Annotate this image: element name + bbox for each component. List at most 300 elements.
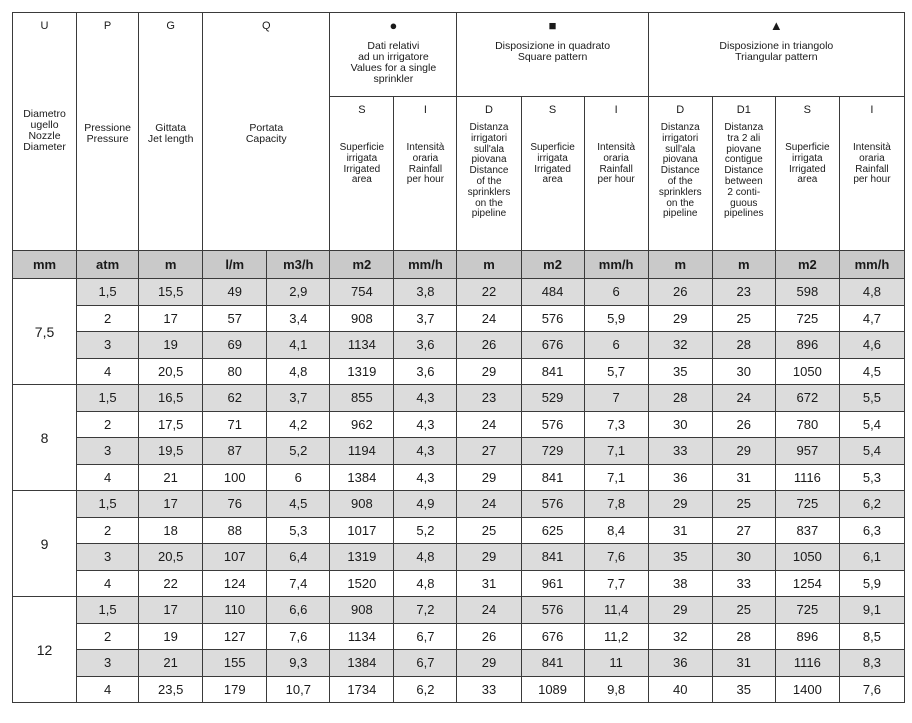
value-cell: 26 [457, 623, 521, 650]
value-cell: 31 [648, 517, 712, 544]
value-cell: 27 [712, 517, 775, 544]
sprinkler-performance-table [12, 12, 905, 703]
value-cell: 3,4 [267, 305, 330, 332]
table-row [13, 385, 905, 412]
circle-icon: ● [389, 18, 398, 33]
value-cell: 6 [584, 332, 648, 359]
unit-cell: mm/h [394, 251, 457, 279]
title-line: ugello [30, 119, 59, 132]
table-row [13, 544, 905, 571]
table-row [13, 676, 905, 703]
value-cell: 4,3 [394, 411, 457, 438]
value-cell: 24 [457, 411, 521, 438]
desc-line: 2 conti- [727, 186, 761, 198]
sub-desc [522, 119, 584, 186]
value-cell: 4 [77, 358, 139, 385]
sub-desc [394, 119, 456, 186]
desc-line: Distance [469, 165, 509, 177]
value-cell: 24 [457, 597, 521, 624]
col-letter-g: G [166, 20, 175, 32]
value-cell: 1384 [330, 650, 394, 677]
value-cell: 20,5 [139, 358, 203, 385]
value-cell: 17 [139, 491, 203, 518]
desc-line: Rainfall [408, 163, 443, 175]
desc-line: area [542, 174, 563, 186]
value-cell: 7,4 [267, 570, 330, 597]
value-cell: 4,2 [267, 411, 330, 438]
value-cell: 15,5 [139, 279, 203, 306]
value-cell: 5,9 [839, 570, 904, 597]
value-cell: 29 [648, 305, 712, 332]
value-cell: 20,5 [139, 544, 203, 571]
desc-line: piovana [662, 154, 698, 166]
value-cell: 1194 [330, 438, 394, 465]
title-line: Pressione [84, 122, 131, 134]
sub-desc [776, 119, 839, 186]
nozzle-diameter-cell: 7,5 [13, 279, 77, 385]
value-cell: 908 [330, 491, 394, 518]
desc-line: tra 2 ali [727, 132, 761, 144]
value-cell: 38 [648, 570, 712, 597]
value-cell: 87 [203, 438, 267, 465]
value-cell: 28 [712, 332, 775, 359]
value-cell: 22 [139, 570, 203, 597]
desc-line: per hour [853, 174, 891, 186]
value-cell: 4,3 [394, 385, 457, 412]
desc-line: on the [666, 197, 695, 209]
unit-cell: m2 [775, 251, 839, 279]
value-cell: 80 [203, 358, 267, 385]
value-cell: 4,1 [267, 332, 330, 359]
desc-line: per hour [406, 174, 445, 186]
value-cell: 71 [203, 411, 267, 438]
col-letter-p: P [103, 20, 112, 32]
value-cell: 17 [139, 305, 203, 332]
value-cell: 49 [203, 279, 267, 306]
sub-desc [840, 119, 904, 186]
value-cell: 30 [712, 544, 775, 571]
value-cell: 17,5 [139, 411, 203, 438]
sub-letter: S [803, 104, 812, 116]
value-cell: 841 [521, 650, 584, 677]
nozzle-diameter-cell: 9 [13, 491, 77, 597]
value-cell: 855 [330, 385, 394, 412]
value-cell: 1134 [330, 332, 394, 359]
value-cell: 35 [712, 676, 775, 703]
unit-cell: m2 [521, 251, 584, 279]
value-cell: 23 [712, 279, 775, 306]
value-cell: 5,4 [839, 438, 904, 465]
value-cell: 8,3 [839, 650, 904, 677]
table-row [13, 570, 905, 597]
value-cell: 7,7 [584, 570, 648, 597]
table-row [13, 332, 905, 359]
value-cell: 4 [77, 464, 139, 491]
value-cell: 725 [775, 491, 839, 518]
desc-line: between [724, 175, 763, 187]
unit-cell: mm/h [584, 251, 648, 279]
sub-header-triangle-rainfall [839, 97, 904, 251]
title-line: Diameter [23, 141, 66, 154]
value-cell: 179 [203, 676, 267, 703]
desc-line: on the [475, 197, 503, 209]
value-cell: 1,5 [77, 597, 139, 624]
value-cell: 7,6 [839, 676, 904, 703]
value-cell: 7,6 [584, 544, 648, 571]
value-cell: 23 [457, 385, 521, 412]
desc-line: Rainfall [855, 163, 889, 175]
value-cell: 1400 [775, 676, 839, 703]
value-cell: 676 [521, 623, 584, 650]
value-cell: 754 [330, 279, 394, 306]
sub-header-triangle-pipeline-distance [712, 97, 775, 251]
value-cell: 4,8 [394, 570, 457, 597]
nozzle-diameter-cell: 8 [13, 385, 77, 491]
desc-line: of the [476, 175, 502, 187]
group-line: Disposizione in triangolo [719, 40, 834, 52]
value-cell: 3,7 [394, 305, 457, 332]
value-cell: 26 [712, 411, 775, 438]
group-line: Dati relativi [367, 40, 420, 52]
desc-line: oraria [412, 152, 439, 164]
value-cell: 3 [77, 650, 139, 677]
desc-line: irrigatori [662, 132, 699, 144]
value-cell: 27 [457, 438, 521, 465]
value-cell: 11,4 [584, 597, 648, 624]
desc-line: sprinklers [658, 186, 702, 198]
desc-line: sull'ala [665, 143, 696, 155]
sub-letter: D [485, 104, 493, 116]
value-cell: 17 [139, 597, 203, 624]
value-cell: 25 [712, 305, 775, 332]
table-row [13, 517, 905, 544]
value-cell: 110 [203, 597, 267, 624]
value-cell: 725 [775, 305, 839, 332]
value-cell: 4,5 [267, 491, 330, 518]
sub-desc [457, 119, 520, 220]
title-line: Capacity [245, 133, 287, 146]
table-row [13, 358, 905, 385]
group-line: Values for a single [350, 62, 437, 75]
col-header-jet-length [139, 13, 203, 251]
value-cell: 1017 [330, 517, 394, 544]
desc-line: of the [667, 175, 693, 187]
value-cell: 3 [77, 544, 139, 571]
value-cell: 35 [648, 358, 712, 385]
value-cell: 4,7 [839, 305, 904, 332]
value-cell: 780 [775, 411, 839, 438]
value-cell: 7,2 [394, 597, 457, 624]
value-cell: 672 [775, 385, 839, 412]
value-cell: 2,9 [267, 279, 330, 306]
value-cell: 961 [521, 570, 584, 597]
value-cell: 22 [457, 279, 521, 306]
table-row [13, 411, 905, 438]
desc-line: sull'ala [473, 143, 505, 155]
desc-line: oraria [859, 152, 885, 164]
value-cell: 33 [712, 570, 775, 597]
value-cell: 4,8 [839, 279, 904, 306]
group-header-single [330, 13, 457, 97]
value-cell: 6,4 [267, 544, 330, 571]
desc-line: Superficie [339, 142, 385, 153]
sub-letter: I [870, 104, 874, 116]
col-header-nozzle [13, 13, 77, 251]
value-cell: 24 [457, 305, 521, 332]
value-cell: 6,3 [839, 517, 904, 544]
value-cell: 837 [775, 517, 839, 544]
value-cell: 2 [77, 517, 139, 544]
value-cell: 6,7 [394, 650, 457, 677]
value-cell: 5,9 [584, 305, 648, 332]
value-cell: 19 [139, 623, 203, 650]
unit-cell: m3/h [267, 251, 330, 279]
value-cell: 576 [521, 491, 584, 518]
value-cell: 3 [77, 438, 139, 465]
value-cell: 625 [521, 517, 584, 544]
desc-line: Intensità [853, 142, 891, 153]
table-header [13, 13, 905, 251]
desc-line: Distanza [660, 122, 700, 133]
value-cell: 4 [77, 570, 139, 597]
value-cell: 5,2 [267, 438, 330, 465]
table-row [13, 491, 905, 518]
group-header-square [457, 13, 648, 97]
unit-cell: m [457, 251, 521, 279]
value-cell: 31 [712, 464, 775, 491]
value-cell: 155 [203, 650, 267, 677]
sub-desc [585, 119, 648, 186]
value-cell: 5,3 [267, 517, 330, 544]
value-cell: 725 [775, 597, 839, 624]
value-cell: 7 [584, 385, 648, 412]
value-cell: 31 [712, 650, 775, 677]
sub-letter: I [423, 104, 427, 116]
value-cell: 5,3 [839, 464, 904, 491]
value-cell: 29 [648, 491, 712, 518]
group-line: Triangular pattern [735, 51, 818, 64]
value-cell: 676 [521, 332, 584, 359]
col-letter-u: U [40, 20, 49, 32]
value-cell: 69 [203, 332, 267, 359]
value-cell: 3,6 [394, 358, 457, 385]
value-cell: 16,5 [139, 385, 203, 412]
value-cell: 32 [648, 332, 712, 359]
sub-header-single-rainfall [394, 97, 457, 251]
desc-line: irrigata [792, 152, 823, 164]
value-cell: 9,8 [584, 676, 648, 703]
value-cell: 24 [712, 385, 775, 412]
desc-line: Superficie [530, 142, 575, 153]
desc-line: sprinklers [467, 186, 511, 198]
triangle-icon: ▲ [769, 18, 783, 33]
value-cell: 35 [648, 544, 712, 571]
title-line: Portata [249, 122, 284, 134]
desc-line: area [351, 174, 372, 186]
value-cell: 841 [521, 358, 584, 385]
value-cell: 598 [775, 279, 839, 306]
value-cell: 25 [457, 517, 521, 544]
value-cell: 29 [712, 438, 775, 465]
table-row [13, 305, 905, 332]
desc-line: pipeline [662, 208, 698, 220]
value-cell: 4,6 [839, 332, 904, 359]
square-icon: ■ [548, 18, 557, 33]
value-cell: 1319 [330, 358, 394, 385]
value-cell: 529 [521, 385, 584, 412]
value-cell: 6 [267, 464, 330, 491]
col-header-pressure [77, 13, 139, 251]
value-cell: 9,3 [267, 650, 330, 677]
value-cell: 28 [648, 385, 712, 412]
sub-letter: S [548, 104, 557, 116]
value-cell: 57 [203, 305, 267, 332]
value-cell: 1319 [330, 544, 394, 571]
value-cell: 6,6 [267, 597, 330, 624]
desc-line: piovane [726, 143, 762, 155]
value-cell: 28 [712, 623, 775, 650]
value-cell: 6,2 [394, 676, 457, 703]
value-cell: 576 [521, 411, 584, 438]
desc-line: Irrigated [534, 163, 571, 175]
value-cell: 36 [648, 464, 712, 491]
value-cell: 25 [712, 597, 775, 624]
value-cell: 841 [521, 464, 584, 491]
unit-cell: m2 [330, 251, 394, 279]
desc-line: Intensità [597, 142, 636, 153]
desc-line: piovana [471, 154, 507, 166]
value-cell: 4,5 [839, 358, 904, 385]
table-row [13, 623, 905, 650]
sub-letter: D1 [736, 104, 751, 116]
value-cell: 2 [77, 623, 139, 650]
value-cell: 124 [203, 570, 267, 597]
group-line: Square pattern [517, 51, 588, 64]
sub-header-single-area [330, 97, 394, 251]
desc-line: Rainfall [599, 163, 633, 175]
desc-line: pipelines [724, 208, 764, 220]
value-cell: 21 [139, 464, 203, 491]
value-cell: 40 [648, 676, 712, 703]
value-cell: 76 [203, 491, 267, 518]
value-cell: 962 [330, 411, 394, 438]
value-cell: 4,8 [267, 358, 330, 385]
value-cell: 29 [457, 544, 521, 571]
desc-line: oraria [603, 152, 629, 164]
value-cell: 32 [648, 623, 712, 650]
value-cell: 30 [648, 411, 712, 438]
value-cell: 896 [775, 332, 839, 359]
desc-line: Distanza [469, 122, 509, 133]
table-row [13, 597, 905, 624]
desc-line: area [797, 174, 818, 186]
value-cell: 1116 [775, 650, 839, 677]
desc-line: Irrigated [789, 163, 826, 175]
value-cell: 908 [330, 305, 394, 332]
desc-line: Intensità [406, 142, 445, 153]
sub-desc [649, 119, 712, 220]
value-cell: 1,5 [77, 385, 139, 412]
value-cell: 1520 [330, 570, 394, 597]
desc-line: Distance [724, 165, 764, 177]
title-line: Pressure [86, 133, 129, 146]
value-cell: 5,7 [584, 358, 648, 385]
value-cell: 7,8 [584, 491, 648, 518]
value-cell: 4,9 [394, 491, 457, 518]
value-cell: 6 [584, 279, 648, 306]
sub-header-triangle-distance [648, 97, 712, 251]
value-cell: 484 [521, 279, 584, 306]
group-line: sprinkler [373, 73, 414, 86]
unit-cell: l/m [203, 251, 267, 279]
value-cell: 1254 [775, 570, 839, 597]
value-cell: 729 [521, 438, 584, 465]
value-cell: 36 [648, 650, 712, 677]
table-row [13, 438, 905, 465]
value-cell: 29 [648, 597, 712, 624]
value-cell: 100 [203, 464, 267, 491]
sub-header-square-area [521, 97, 584, 251]
table-body [13, 279, 905, 703]
value-cell: 24 [457, 491, 521, 518]
value-cell: 23,5 [139, 676, 203, 703]
group-header-triangle [648, 13, 904, 97]
value-cell: 3,6 [394, 332, 457, 359]
value-cell: 33 [648, 438, 712, 465]
table-row [13, 464, 905, 491]
desc-line: pipeline [471, 208, 507, 220]
value-cell: 841 [521, 544, 584, 571]
value-cell: 1134 [330, 623, 394, 650]
col-title-nozzle [13, 109, 76, 153]
value-cell: 1734 [330, 676, 394, 703]
value-cell: 29 [457, 358, 521, 385]
units-row [13, 251, 905, 279]
group-line: Disposizione in quadrato [495, 40, 611, 52]
value-cell: 576 [521, 597, 584, 624]
value-cell: 1384 [330, 464, 394, 491]
value-cell: 2 [77, 411, 139, 438]
value-cell: 19 [139, 332, 203, 359]
value-cell: 62 [203, 385, 267, 412]
desc-line: guous [730, 197, 758, 209]
value-cell: 4,8 [394, 544, 457, 571]
value-cell: 26 [457, 332, 521, 359]
value-cell: 25 [712, 491, 775, 518]
value-cell: 10,7 [267, 676, 330, 703]
value-cell: 11 [584, 650, 648, 677]
value-cell: 127 [203, 623, 267, 650]
value-cell: 30 [712, 358, 775, 385]
sub-header-square-distance [457, 97, 521, 251]
value-cell: 3,7 [267, 385, 330, 412]
value-cell: 4,3 [394, 464, 457, 491]
value-cell: 908 [330, 597, 394, 624]
value-cell: 7,1 [584, 464, 648, 491]
nozzle-diameter-cell: 12 [13, 597, 77, 703]
title-line: Gittata [155, 122, 187, 134]
unit-cell: mm/h [839, 251, 904, 279]
value-cell: 18 [139, 517, 203, 544]
desc-line: irrigatori [470, 132, 508, 144]
value-cell: 1,5 [77, 279, 139, 306]
sub-header-triangle-area [775, 97, 839, 251]
value-cell: 896 [775, 623, 839, 650]
value-cell: 1,5 [77, 491, 139, 518]
value-cell: 31 [457, 570, 521, 597]
value-cell: 11,2 [584, 623, 648, 650]
title-line: Diametro [23, 108, 66, 120]
